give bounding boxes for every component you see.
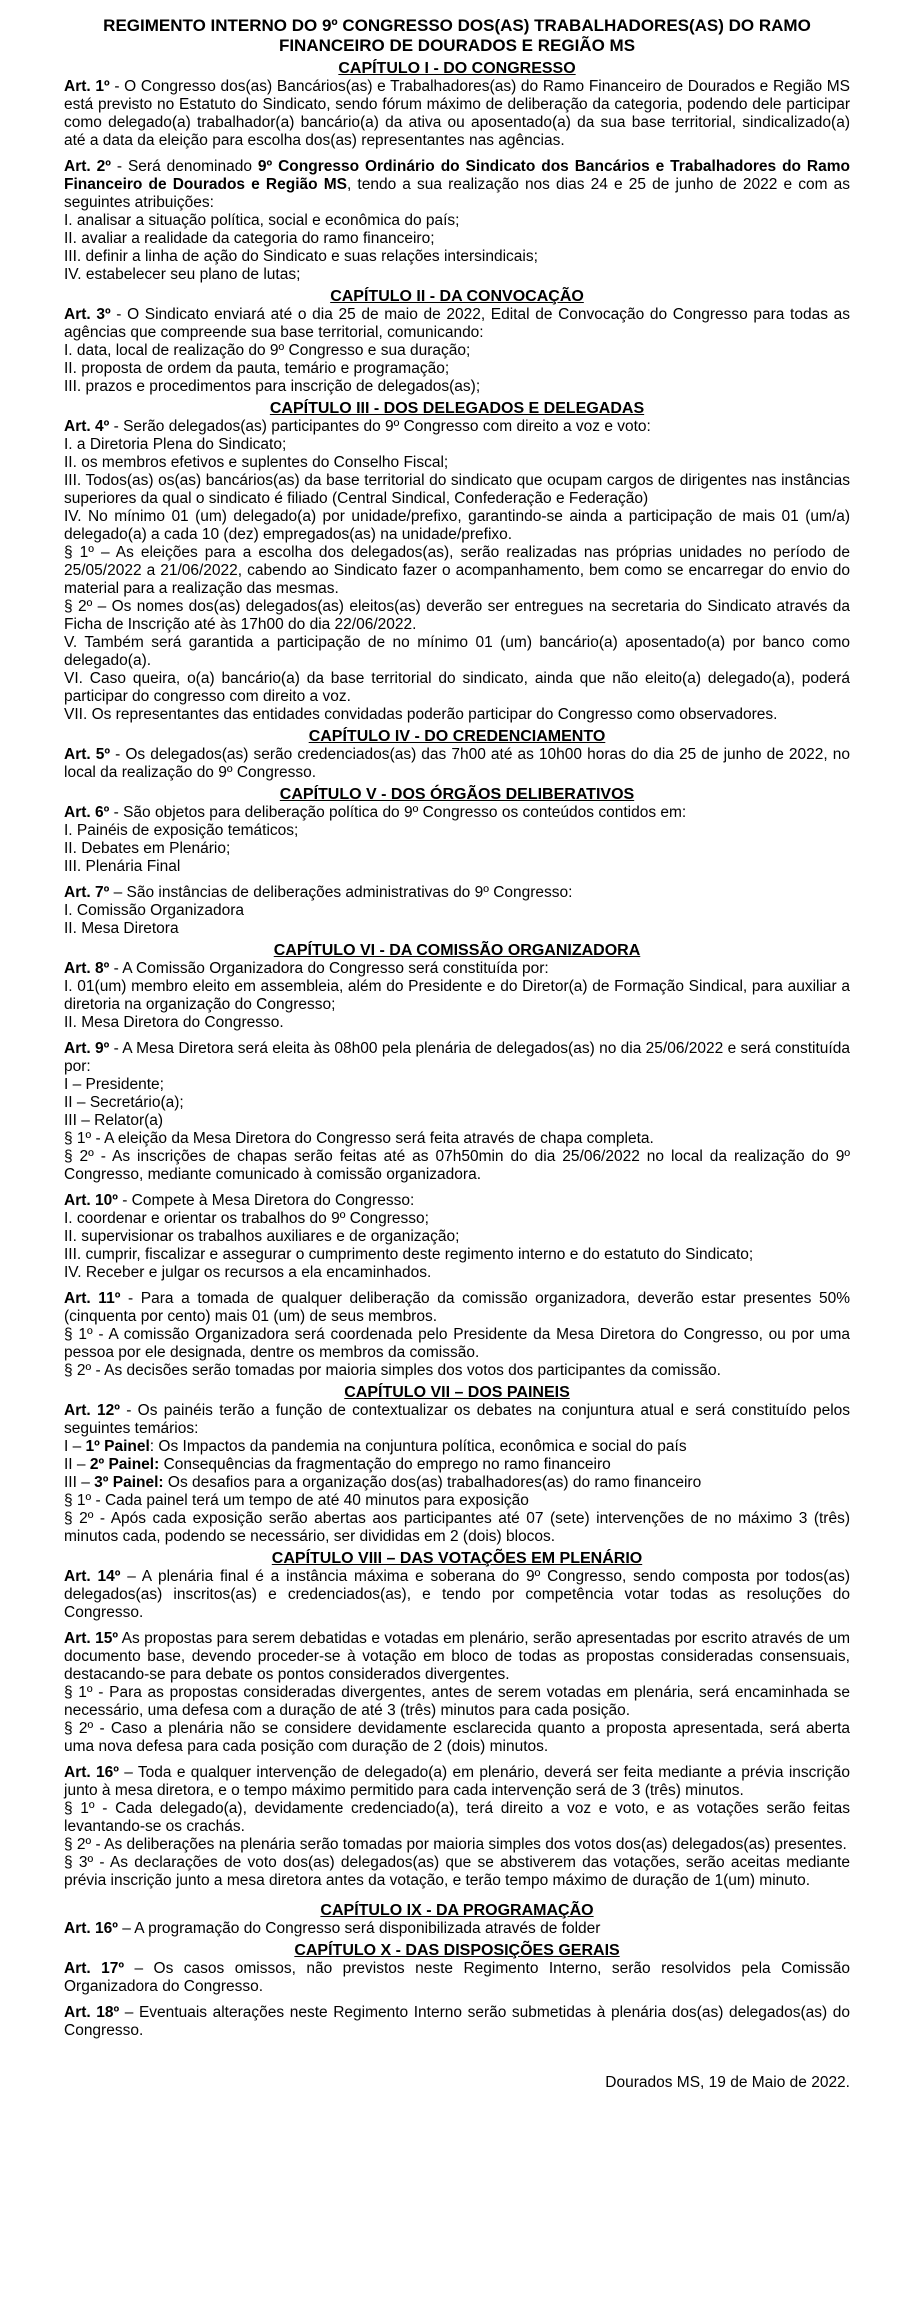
article-16: Art. 16º – Toda e qualquer intervenção de delegado(a) em plenário, deverá ser feita mediante a prévia inscrição junto à mesa diretora, e o tempo máximo permitido para cada intervenção será de 3 (três) minutos. § 1º - Cada delegado(a), devidamente credenciado(a), terá direito a voz e voto, e as votações serão feitas levantando-se os crachás. § 2º - As deliberações na plenária serão tomadas por maioria simples dos votos dos(as) delegados(as) presentes. § 3º - As declarações de voto dos(as) delegados(as) que se abstiverem das votações, serão aceitas mediante prévia inscrição junto a mesa diretora antes da votação, e terão tempo máximo de duração de 1(um) minuto. [64, 1764, 850, 1889]
article-12: Art. 12º - Os painéis terão a função de contextualizar os debates na conjuntura atual e será constituído pelos seguintes temários: I – 1º Painel: Os Impactos da pandemia na conjuntura política, econômica e social do país II – 2º Painel: Consequências da fragmentação do emprego no ramo financeiro III – 3º Painel: Os desafios para a organização dos(as) trabalhadores(as) do ramo financeiro § 1º - Cada painel terá um tempo de até 40 minutos para exposição § 2º - Após cada exposição serão abertas aos participantes até 07 (sete) intervenções de no máximo 3 (três) minutos cada, podendo se necessário, ser divididas em 2 (dois) blocos. [64, 1402, 851, 1545]
list-item: I. Painéis de exposição temáticos; [64, 822, 299, 839]
chapter-10-heading: CAPÍTULO X - DAS DISPOSIÇÕES GERAIS [294, 1942, 620, 1959]
list-item: II. Debates em Plenário; [64, 840, 231, 857]
list-item: VI. Caso queira, o(a) bancário(a) da base territorial do sindicato, ainda que não eleito(a) delegado(a), poderá participar do congresso com direito a voz. [64, 670, 850, 705]
list-item: § 1º – As eleições para a escolha dos delegados(as), serão realizadas nas próprias unidades no período de 25/05/2022 a 21/06/2022, cabendo ao Sindicato fazer o acompanhamento, bem como se encarregar do envio do material para a realização das mesmas. [64, 544, 850, 597]
list-item: § 1º - Cada painel terá um tempo de até 40 minutos para exposição [64, 1492, 529, 1509]
list-item: IV. No mínimo 01 (um) delegado(a) por unidade/prefixo, garantindo-se ainda a participação de mais 01 (um/a) delegado(a) a cada 10 (dez) empregados(as) na unidade/prefixo. [64, 508, 850, 543]
article-4: Art. 4º - Serão delegados(as) participantes do 9º Congresso com direito a voz e voto: I. a Diretoria Plena do Sindicato; II. os membros efetivos e suplentes do Conselho Fiscal; III. Todos(as) os(as) bancários(as) da base territorial do sindicato que ocupam cargos de dirigentes nas instâncias superiores da qual o sindicato é filiado (Central Sindical, Confederação e Federação) IV. No mínimo 01 (um) delegado(a) por unidade/prefixo, garantindo-se ainda a participação de mais 01 (um/a) delegado(a) a cada 10 (dez) empregados(as) na unidade/prefixo. § 1º – As eleições para a escolha dos delegados(as), serão realizadas nas próprias unidades no período de 25/05/2022 a 21/06/2022, cabendo ao Sindicato fazer o acompanhamento, bem como se encarregar do envio do material para a realização das mesmas. § 2º – Os nomes dos(as) delegados(as) eleitos(as) deverão ser entregues na secretaria do Sindicato através da Ficha de Inscrição até às 17h00 do dia 22/06/2022. V. Também será garantida a participação de no mínimo 01 (um) bancário(a) aposentado(a) por banco como delegado(a). VI. Caso queira, o(a) bancário(a) da base territorial do sindicato, ainda que não eleito(a) delegado(a), poderá participar do congresso com direito a voz. VII. Os representantes das entidades convidadas poderão participar do Congresso como observadores. [64, 418, 850, 723]
panel-3: III – 3º Painel: Os desafios para a organização dos(as) trabalhadores(as) do ramo financeiro [64, 1474, 702, 1491]
list-item: II. os membros efetivos e suplentes do Conselho Fiscal; [64, 454, 449, 471]
list-item: II. Mesa Diretora do Congresso. [64, 1014, 284, 1031]
title-line-1: REGIMENTO INTERNO DO 9º CONGRESSO DOS(AS) TRABALHADORES(AS) DO RAMO [103, 16, 811, 35]
article-7: Art. 7º – São instâncias de deliberações administrativas do 9º Congresso: I. Comissão Organizadora II. Mesa Diretora [64, 884, 850, 938]
article-8: Art. 8º - A Comissão Organizadora do Congresso será constituída por: I. 01(um) membro eleito em assembleia, além do Presidente e do Diretor(a) de Formação Sindical, para auxiliar a diretoria na organização do Congresso; II. Mesa Diretora do Congresso. [64, 960, 850, 1031]
article-9: Art. 9º - A Mesa Diretora será eleita às 08h00 pela plenária de delegados(as) no dia 25/06/2022 e será constituída por: I – Presidente; II – Secretário(a); III – Relator(a) § 1º - A eleição da Mesa Diretora do Congresso será feita através de chapa completa. § 2º - As inscrições de chapas serão feitas até as 07h50min do dia 25/06/2022 no local da realização do 9º Congresso, mediante comunicado à comissão organizadora. [64, 1040, 850, 1183]
list-item: III. cumprir, fiscalizar e assegurar o cumprimento deste regimento interno e do estatuto do Sindicato; [64, 1246, 754, 1263]
article-6: Art. 6º - São objetos para deliberação política do 9º Congresso os conteúdos contidos em: I. Painéis de exposição temáticos; II. Debates em Plenário; III. Plenária Final [64, 804, 850, 876]
list-item: III – Relator(a) [64, 1112, 164, 1129]
article-2: Art. 2º - Será denominado 9º Congresso Ordinário do Sindicato dos Bancários e Trabalhadores do Ramo Financeiro de Dourados e Região MS, tendo a sua realização nos dias 24 e 25 de junho de 2022 e com as seguintes atribuições: I. analisar a situação política, social e econômica do país; II. avaliar a realidade da categoria do ramo financeiro; III. definir a linha de ação do Sindicato e suas relações intersindicais; IV. estabelecer seu plano de lutas; [64, 158, 851, 283]
list-item: § 1º - Para as propostas consideradas divergentes, antes de serem votadas em plenária, será encaminhada se necessário, uma defesa com a duração de até 3 (três) minutos para cada posição. [64, 1684, 850, 1719]
title-line-2: FINANCEIRO DE DOURADOS E REGIÃO MS [278, 36, 636, 55]
list-item: I. 01(um) membro eleito em assembleia, além do Presidente e do Diretor(a) de Formação Sindical, para auxiliar a diretoria na organização do Congresso; [64, 978, 850, 1013]
article-5: Art. 5º - Os delegados(as) serão credenciados(as) das 7h00 até as 10h00 horas do dia 25 de junho de 2022, no local da realização do 9º Congresso. [64, 746, 850, 781]
panel-1: I – 1º Painel: Os Impactos da pandemia na conjuntura política, econômica e social do país [64, 1438, 687, 1455]
article-10: Art. 10º - Compete à Mesa Diretora do Congresso: I. coordenar e orientar os trabalhos do 9º Congresso; II. supervisionar os trabalhos auxiliares e de organização; III. cumprir, fiscalizar e assegurar o cumprimento deste regimento interno e do estatuto do Sindicato; IV. Receber e julgar os recursos a ela encaminhados. [64, 1192, 850, 1282]
article-16-programacao: Art. 16º – A programação do Congresso será disponibilizada através de folder [64, 1920, 601, 1937]
list-item: II. avaliar a realidade da categoria do ramo financeiro; [64, 230, 435, 247]
chapter-5-heading: CAPÍTULO V - DOS ÓRGÃOS DELIBERATIVOS [279, 786, 635, 803]
list-item: I. data, local de realização do 9º Congresso e sua duração; [64, 342, 471, 359]
list-item: II. Mesa Diretora [64, 920, 179, 937]
list-item: § 3º - As declarações de voto dos(as) delegados(as) que se abstiverem das votações, serão aceitas mediante prévia inscrição junto a mesa diretora antes da votação, e terão tempo máximo de duração de 1(um) minuto. [64, 1854, 850, 1889]
list-item: V. Também será garantida a participação de no mínimo 01 (um) bancário(a) aposentado(a) por banco como delegado(a). [64, 634, 850, 669]
list-item: § 2º - As inscrições de chapas serão feitas até as 07h50min do dia 25/06/2022 no local da realização do 9º Congresso, mediante comunicado à comissão organizadora. [64, 1148, 850, 1183]
chapter-2-heading: CAPÍTULO II - DA CONVOCAÇÃO [330, 288, 584, 305]
chapter-4-heading: CAPÍTULO IV - DO CREDENCIAMENTO [308, 728, 606, 745]
list-item: § 1º - Cada delegado(a), devidamente credenciado(a), terá direito a voz e voto, e as votações serão feitas levantando-se os crachás. [64, 1800, 850, 1835]
list-item: II. supervisionar os trabalhos auxiliares e de organização; [64, 1228, 460, 1245]
list-item: VII. Os representantes das entidades convidadas poderão participar do Congresso como observadores. [64, 706, 778, 723]
list-item: II. proposta de ordem da pauta, temário e programação; [64, 360, 450, 377]
list-item: § 2º - As decisões serão tomadas por maioria simples dos votos dos participantes da comissão. [64, 1362, 721, 1379]
list-item: § 1º - A comissão Organizadora será coordenada pelo Presidente da Mesa Diretora do Congresso, ou por uma pessoa por ele designada, dentre os membros da comissão. [64, 1326, 850, 1361]
list-item: III. Todos(as) os(as) bancários(as) da base territorial do sindicato que ocupam cargos de dirigentes nas instâncias superiores da qual o sindicato é filiado (Central Sindical, Confederação e Federação) [64, 472, 850, 507]
article-18: Art. 18º – Eventuais alterações neste Regimento Interno serão submetidas à plenária dos(as) delegados(as) do Congresso. [64, 2004, 851, 2039]
chapter-8-heading: CAPÍTULO VIII – DAS VOTAÇÕES EM PLENÁRIO [271, 1550, 643, 1567]
chapter-1-heading: CAPÍTULO I - DO CONGRESSO [338, 60, 576, 77]
list-item: § 1º - A eleição da Mesa Diretora do Congresso será feita através de chapa completa. [64, 1130, 654, 1147]
chapter-7-heading: CAPÍTULO VII – DOS PAINEIS [344, 1384, 570, 1401]
list-item: III. Plenária Final [64, 858, 181, 875]
list-item: § 2º - Caso a plenária não se considere devidamente esclarecida quanto a proposta apresentada, será aberta uma nova defesa para cada posição com duração de 2 (dois) minutos. [64, 1720, 850, 1755]
chapter-3-heading: CAPÍTULO III - DOS DELEGADOS E DELEGADAS [269, 400, 645, 417]
list-item: IV. Receber e julgar os recursos a ela encaminhados. [64, 1264, 432, 1281]
article-15: Art. 15º As propostas para serem debatidas e votadas em plenário, serão apresentadas por escrito através de um documento base, devendo proceder-se à votação em bloco de todas as propostas consideradas consensuais, destacando-se para debate os pontos considerados divergentes. § 1º - Para as propostas consideradas divergentes, antes de serem votadas em plenária, será encaminhada se necessário, uma defesa com a duração de até 3 (três) minutos para cada posição. § 2º - Caso a plenária não se considere devidamente esclarecida quanto a proposta apresentada, será aberta uma nova defesa para cada posição com duração de 2 (dois) minutos. [64, 1630, 850, 1755]
document-title [64, 16, 850, 56]
list-item: § 2º – Os nomes dos(as) delegados(as) eleitos(as) deverão ser entregues na secretaria do Sindicato através da Ficha de Inscrição até às 17h00 do dia 22/06/2022. [64, 598, 850, 633]
panel-2: II – 2º Painel: Consequências da fragmentação do emprego no ramo financeiro [64, 1456, 611, 1473]
list-item: III. definir a linha de ação do Sindicato e suas relações intersindicais; [64, 248, 538, 265]
list-item: II – Secretário(a); [64, 1094, 184, 1111]
list-item: § 2º - Após cada exposição serão abertas aos participantes até 07 (sete) intervenções de no máximo 3 (três) minutos cada, podendo se necessário, ser divididas em 2 (dois) blocos. [64, 1510, 850, 1545]
chapter-9-heading: CAPÍTULO IX - DA PROGRAMAÇÃO [320, 1902, 594, 1919]
article-14: Art. 14º – A plenária final é a instância máxima e soberana do 9º Congresso, sendo composta por todos(as) delegados(as) inscritos(as) e credenciados(as), e tendo por competência votar todas as resoluções do Congresso. [64, 1568, 851, 1621]
list-item: IV. estabelecer seu plano de lutas; [64, 266, 301, 283]
list-item: I. analisar a situação política, social e econômica do país; [64, 212, 460, 229]
article-3: Art. 3º - O Sindicato enviará até o dia 25 de maio de 2022, Edital de Convocação do Congresso para todas as agências que compreende sua base territorial, comunicando: I. data, local de realização do 9º Congresso e sua duração; II. proposta de ordem da pauta, temário e programação; III. prazos e procedimentos para inscrição de delegados(as); [64, 306, 850, 395]
article-17: Art. 17º – Os casos omissos, não previstos neste Regimento Interno, serão resolvidos pela Comissão Organizadora do Congresso. [64, 1960, 850, 1995]
list-item: I. coordenar e orientar os trabalhos do 9º Congresso; [64, 1210, 429, 1227]
list-item: III. prazos e procedimentos para inscrição de delegados(as); [64, 378, 481, 395]
list-item: § 2º - As deliberações na plenária serão tomadas por maioria simples dos votos dos(as) delegados(as) presentes. [64, 1836, 847, 1853]
chapter-6-heading: CAPÍTULO VI - DA COMISSÃO ORGANIZADORA [273, 942, 641, 959]
list-item: I. a Diretoria Plena do Sindicato; [64, 436, 287, 453]
list-item: I – Presidente; [64, 1076, 164, 1093]
article-1: Art. 1º - O Congresso dos(as) Bancários(as) e Trabalhadores(as) do Ramo Financeiro de Dourados e Região MS está previsto no Estatuto do Sindicato, sendo fórum máximo de deliberação da categoria, podendo dele participar como delegado(a) trabalhador(a) bancário(a) da ativa ou aposentado(a) da sua base territorial, sindicalizado(a) até a data da eleição para escolha dos(as) representantes nas agências. [64, 78, 850, 149]
list-item: I. Comissão Organizadora [64, 902, 245, 919]
article-11: Art. 11º - Para a tomada de qualquer deliberação da comissão organizadora, deverão estar presentes 50% (cinquenta por cento) mais 01 (um) de seus membros. § 1º - A comissão Organizadora será coordenada pelo Presidente da Mesa Diretora do Congresso, ou por uma pessoa por ele designada, dentre os membros da comissão. § 2º - As decisões serão tomadas por maioria simples dos votos dos participantes da comissão. [64, 1290, 850, 1379]
signature-date: Dourados MS, 19 de Maio de 2022. [605, 2074, 850, 2091]
